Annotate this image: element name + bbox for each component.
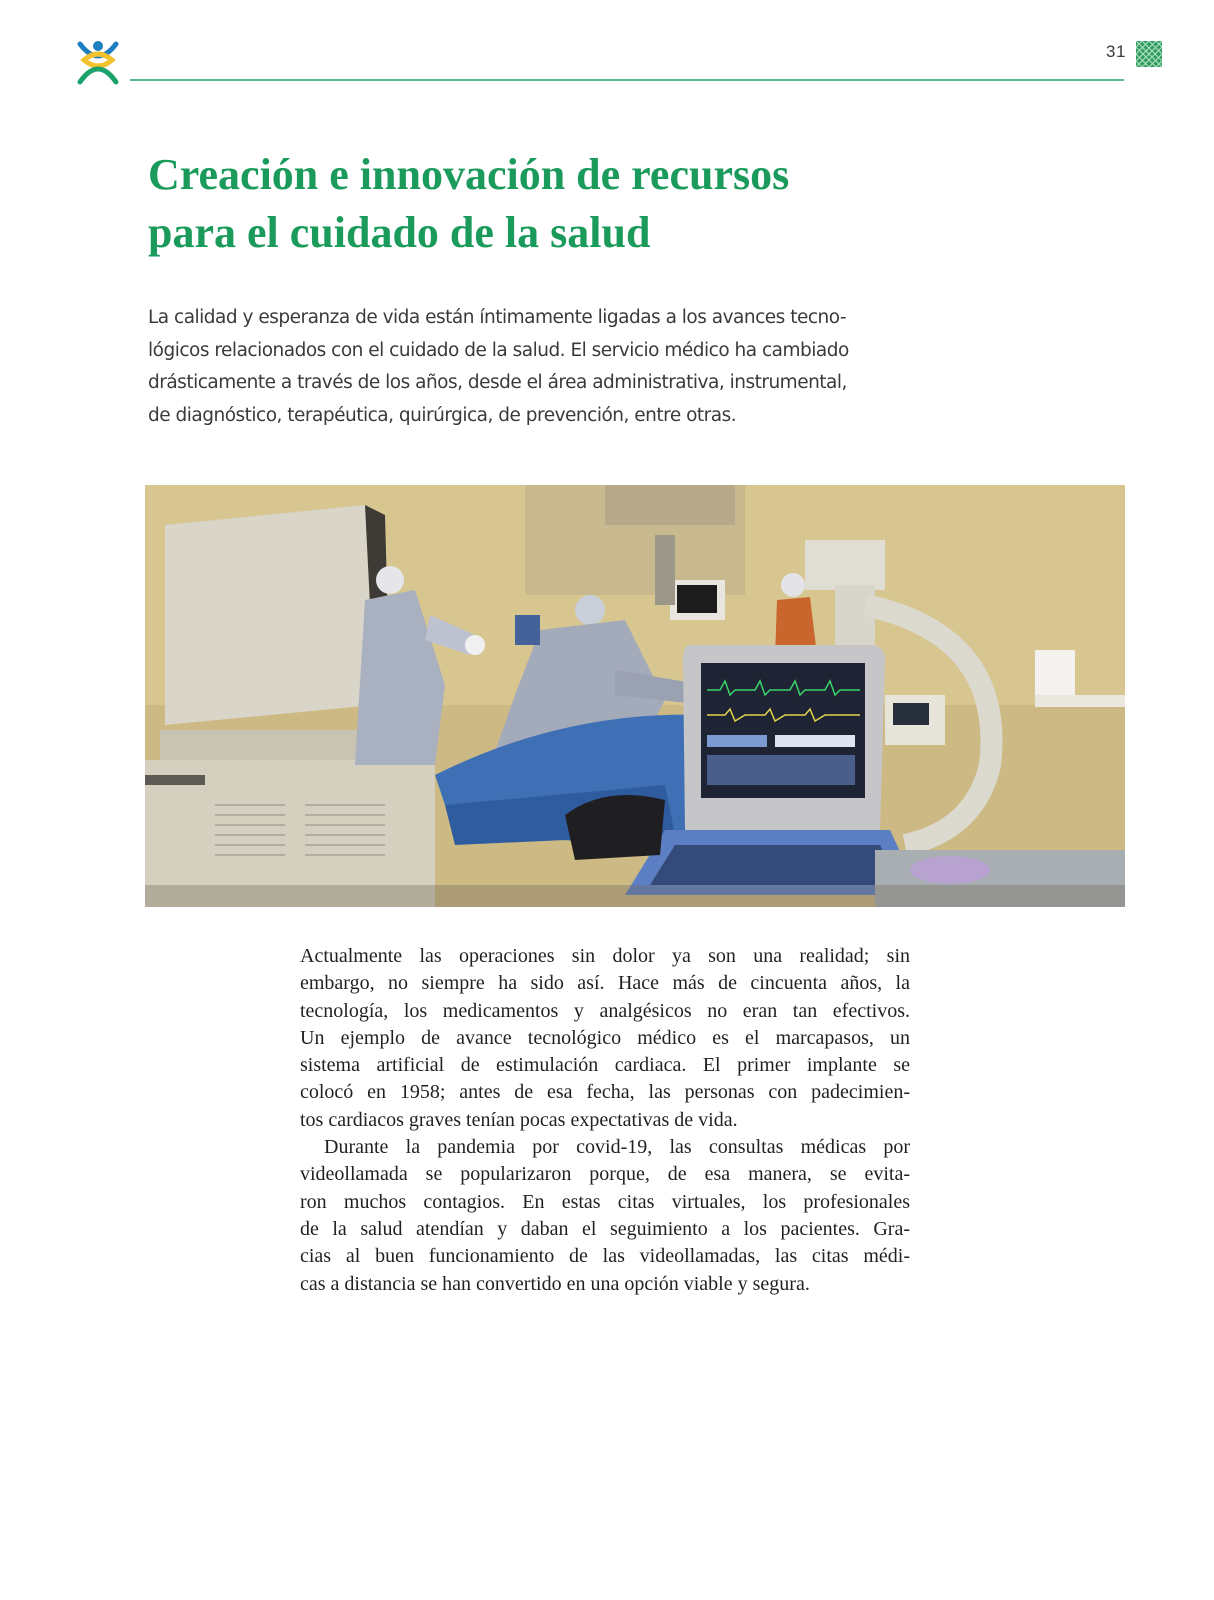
body-line: Un ejemplo de avance tecnológico médico es el marcapasos, un <box>300 1026 910 1049</box>
body-line: tecnología, los medicamentos y analgésicos no eran tan efectivos. <box>300 999 910 1022</box>
page-title <box>148 146 948 262</box>
operating-room-photo <box>145 485 1125 907</box>
body-line: de la salud atendían y daban el seguimiento a los pacientes. Gra- <box>300 1217 910 1240</box>
body-line: Actualmente las operaciones sin dolor ya son una realidad; sin <box>300 945 910 967</box>
body-paragraph-1 <box>300 943 910 1134</box>
title-line-1: Creación e innovación de recursos <box>148 150 790 199</box>
body-line: tos cardiacos graves tenían pocas expectativas de vida. <box>300 1108 738 1131</box>
intro-line: de diagnóstico, terapéutica, quirúrgica, de prevención, entre otras. <box>148 404 737 426</box>
body-line: Durante la pandemia por covid-19, las consultas médicas por <box>324 1136 910 1159</box>
intro-line: La calidad y esperanza de vida están íntimamente ligadas a los avances tecno- <box>148 307 847 328</box>
body-line: cas a distancia se han convertido en una opción viable y segura. <box>300 1272 810 1295</box>
title-line-2: para el cuidado de la salud <box>148 208 651 257</box>
body-paragraph-2 <box>300 1134 910 1298</box>
intro-paragraph <box>148 302 908 432</box>
intro-line: lógicos relacionados con el cuidado de la salud. El servicio médico ha cambiado <box>148 339 849 361</box>
green-pattern-icon <box>1136 41 1162 67</box>
header-rule <box>130 79 1124 81</box>
interlinked-figure-logo-icon <box>74 38 122 86</box>
body-line: sistema artificial de estimulación cardiaca. El primer implante se <box>300 1054 910 1077</box>
page-number: 31 <box>1106 42 1126 61</box>
body-line: ron muchos contagios. En estas citas virtuales, los profesionales <box>300 1190 910 1213</box>
body-line: embargo, no siempre ha sido así. Hace más de cincuenta años, la <box>300 972 910 995</box>
body-text <box>300 943 910 1298</box>
body-line: cias al buen funcionamiento de las videollamadas, las citas médi- <box>300 1245 910 1268</box>
intro-line: drásticamente a través de los años, desde el área administrativa, instrumental, <box>148 372 847 393</box>
body-line: videollamada se popularizaron porque, de esa manera, se evita- <box>300 1163 910 1186</box>
body-line: colocó en 1958; antes de esa fecha, las personas con padecimien- <box>300 1081 910 1104</box>
